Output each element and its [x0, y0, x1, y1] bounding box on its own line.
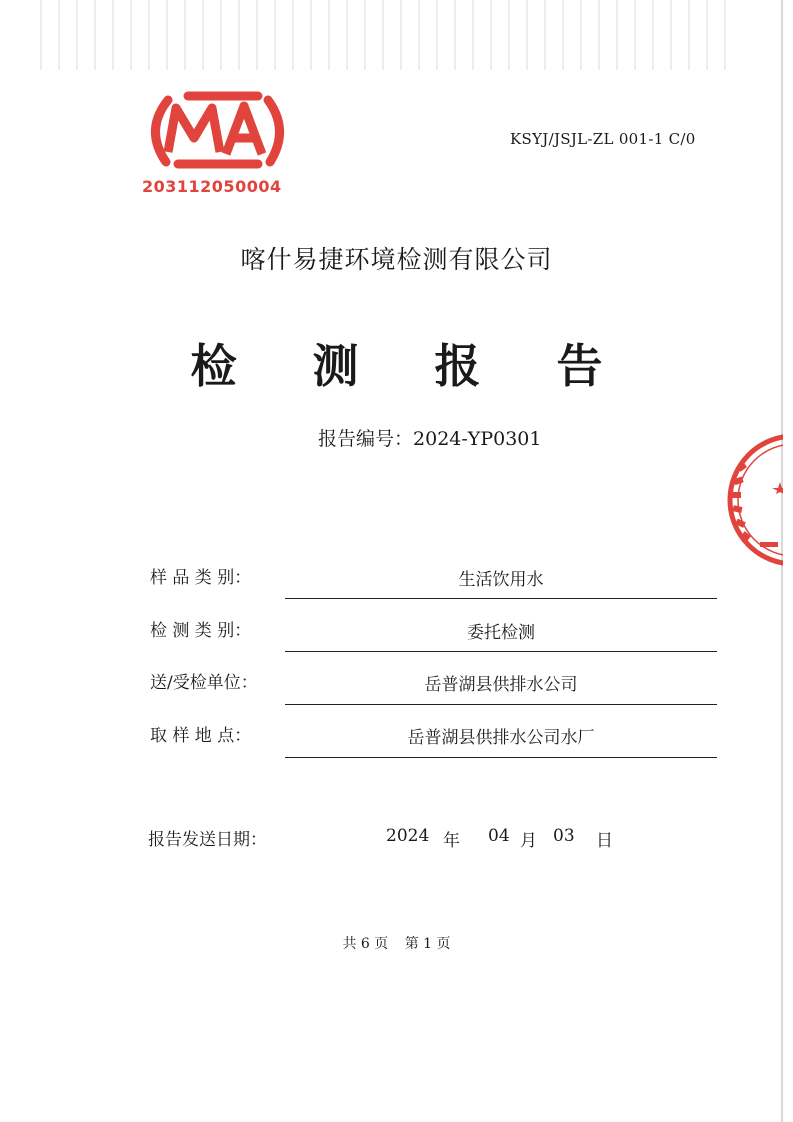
issue-date-year: 2024 — [386, 826, 430, 846]
field-label-client: 送/受检单位： — [150, 673, 258, 693]
cma-certificate-number: 203112050004 — [142, 177, 282, 196]
field-value-sampling-site: 岳普湖县供排水公司水厂 — [407, 728, 595, 748]
page-current: 第 1 页 — [404, 936, 451, 952]
field-label-sampling-site: 取 样 地 点： — [150, 726, 252, 746]
field-label-sample-type: 样 品 类 别： — [150, 568, 252, 588]
field-value-sample-type: 生活饮用水 — [458, 570, 544, 590]
company-seal-icon — [722, 430, 783, 570]
issue-date-label: 报告发送日期： — [148, 830, 267, 850]
field-underline — [285, 704, 717, 705]
issue-date-month: 04 — [488, 826, 510, 846]
issue-date-day: 03 — [553, 826, 575, 846]
page-footer — [0, 933, 793, 953]
report-number — [318, 424, 541, 451]
cma-stamp-icon — [138, 90, 293, 170]
company-name: 喀什易捷环境检测有限公司 — [240, 245, 553, 274]
issue-date-day-unit: 日 — [596, 831, 613, 851]
issue-date-year-unit: 年 — [443, 831, 460, 851]
report-number-value: 2024-YP0301 — [413, 428, 542, 450]
page-title: 检 测 报 告 — [190, 339, 633, 393]
field-underline — [285, 651, 717, 652]
issue-date-month-unit: 月 — [520, 831, 537, 851]
page-total: 共 6 页 — [342, 936, 389, 952]
field-label-test-type: 检 测 类 别： — [150, 621, 252, 641]
field-underline — [285, 757, 717, 758]
field-underline — [285, 598, 717, 599]
report-number-label: 报告编号： — [318, 428, 414, 450]
scan-noise — [40, 0, 740, 70]
field-value-client: 岳普湖县供排水公司 — [424, 675, 578, 695]
field-value-test-type: 委托检测 — [467, 623, 535, 643]
document-code: KSYJ/JSJL-ZL 001-1 C/0 — [510, 130, 696, 148]
